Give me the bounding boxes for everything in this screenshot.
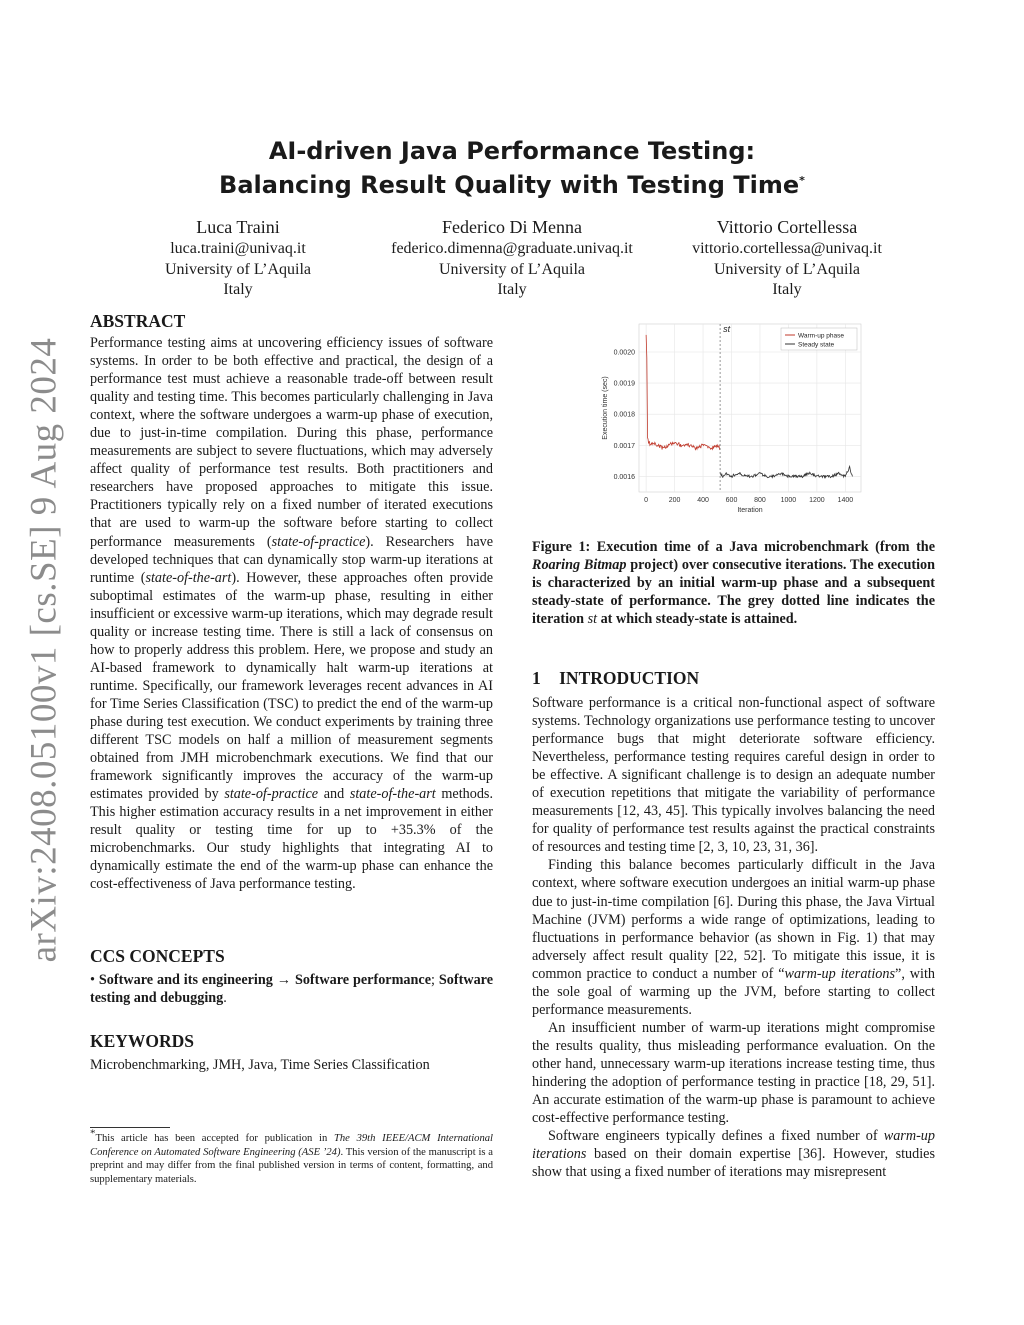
arxiv-sidebar-stamp: arXiv:2408.05100v1 [cs.SE] 9 Aug 2024 xyxy=(23,337,65,963)
legend-label: Warm-up phase xyxy=(798,332,844,340)
intro-text: based on their domain expertise [36]. However, studies show that using a fixed number of iterations may misrepresent xyxy=(532,1146,935,1181)
intro-text: Software engineers typically defines a fixed number of xyxy=(548,1128,884,1145)
caption-text-1: Figure 1: Execution time of a Java microbenchmark (from the xyxy=(532,539,935,555)
keywords-text: Microbenchmarking, JMH, Java, Time Series Classification xyxy=(90,1057,430,1073)
ccs-term: Software testing and debugging xyxy=(90,972,494,1007)
y-tick-label: 0.0018 xyxy=(613,411,635,419)
author-email: vittorio.cortellessa@univaq.it xyxy=(692,240,882,257)
ccs-arrow: → xyxy=(272,972,295,988)
ccs-bullet: • xyxy=(90,972,95,988)
author-email: luca.traini@univaq.it xyxy=(170,240,306,257)
footnote xyxy=(90,1127,494,1186)
abstract-text-1: Performance testing aims at uncovering efficiency issues of software systems. In order to be both effective and practical, the design of a performance test must achieve a reasonable trade-off between result quality and testing time. This becomes particularly challenging in Java context, where the software undergoes a warm-up phase of execution, due to just-in-time compilation. During this phase, performance measurements are subject to severe fluctuations, which may adversely affect quality of performance test results. Both practitioners and researchers have proposed approaches to mitigate this issue. Practitioners typically rely on a fixed number of iterated executions that are used to warm-up the software before starting to collect performance measurements ( xyxy=(90,335,493,550)
author-country: Italy xyxy=(497,281,527,298)
ccs-body xyxy=(90,971,493,1007)
x-tick-label: 1200 xyxy=(809,497,825,504)
author-name: Vittorio Cortellessa xyxy=(716,217,858,237)
abstract-text-5: methods. This higher estimation accuracy results in a net improvement in either result quality or testing time for up to +35.3% of the microbenchmarks. Our study highlights that integrating AI to dynamically estimate the end of the warm-up phase can enhance the cost-effectiveness of Java performance testing. xyxy=(90,786,493,893)
intro-heading-text: INTRODUCTION xyxy=(559,668,700,688)
intro-text: Finding this balance becomes particularly difficult in the Java context, where software execution undergoes an initial warm-up phase due to just-in-time compilation [6]. During this phase, the Java Virtual Machine (JVM) performs a wide range of optimizations, leading to fluctuations in performance behavior (as shown in Fig. 1) that may adversely affect result quality [22, 52]. To mitigate this issue, it is common practice to conduct a number of “ xyxy=(532,857,935,982)
y-tick-label: 0.0017 xyxy=(613,442,635,450)
x-axis-label: Iteration xyxy=(737,507,763,514)
footnote-text-2: . This version of the manuscript is a preprint and may differ from the final published version in terms of content, formatting, and supplementary materials. xyxy=(90,1146,494,1185)
y-axis-label: Execution time (sec) xyxy=(602,376,609,440)
chart-legend xyxy=(781,328,857,350)
author-affiliation: University of L’Aquila xyxy=(713,260,861,278)
author-affiliation: University of L’Aquila xyxy=(164,260,312,278)
legend-label: Steady state xyxy=(798,341,835,349)
author-name: Federico Di Menna xyxy=(442,217,582,237)
abstract-emphasis-1: state-of-practice xyxy=(271,533,366,550)
intro-paragraph-2 xyxy=(532,856,935,1018)
author-affiliation: University of L’Aquila xyxy=(438,260,586,278)
keywords-heading: KEYWORDS xyxy=(90,1031,195,1051)
caption-text-3: at which steady-state is attained. xyxy=(597,611,798,628)
intro-heading xyxy=(532,668,699,689)
x-tick-label: 1000 xyxy=(780,497,797,504)
abstract-body xyxy=(90,334,493,893)
abstract-heading: ABSTRACT xyxy=(90,311,186,331)
intro-body xyxy=(532,694,935,1181)
author-block-2 xyxy=(362,215,662,301)
paper-title-line-1: AI-driven Java Performance Testing: xyxy=(268,137,756,165)
author-block-3 xyxy=(637,215,937,301)
author-name: Luca Traini xyxy=(196,217,280,237)
ccs-term: Software performance xyxy=(294,972,431,988)
author-email: federico.dimenna@graduate.univaq.it xyxy=(391,240,633,257)
x-tick-label: 600 xyxy=(725,497,738,504)
abstract-emphasis-2: state-of-the-art xyxy=(145,569,232,586)
execution-time-chart xyxy=(595,318,875,514)
ccs-separator: ; xyxy=(431,972,439,988)
ccs-heading: CCS CONCEPTS xyxy=(90,946,225,966)
ccs-end: . xyxy=(223,990,227,1007)
y-tick-label: 0.0016 xyxy=(613,473,635,481)
abstract-paragraph xyxy=(90,334,493,893)
abstract-emphasis-3: state-of-practice xyxy=(224,786,319,803)
caption-text-2: project) over consecutive iterations. The execution is characterized by an initial warm-up phase and a subsequent steady-state of performance. The grey dotted line indicates the iteration xyxy=(532,557,936,628)
x-tick-label: 1400 xyxy=(837,497,854,504)
abstract-text-3: ). However, these approaches often provide suboptimal estimates of the warm-up phase, resulting in either insufficient or excessive warm-up iterations, which may degrade result quality or increase testing time. There is still a lack of consensus on how to properly address this problem. Here, we propose and study an AI-based framework to dynamically halt warm-up iterations at runtime. Specifically, our framework leverages recent advances in AI for Time Series Classification (TSC) to predict the end of the warm-up phase during test execution. We conduct experiments by training three different TSC models on half a million of measurement segments obtained from JMH microbenchmark executions. We find that our framework significantly improves the accuracy of the warm-up estimates provided by xyxy=(90,569,493,803)
intro-heading-number: 1 xyxy=(532,668,541,688)
caption-st: st xyxy=(587,611,598,628)
paper-title-text: Balancing Result Quality with Testing Time xyxy=(219,171,800,199)
caption-emphasis: Roaring Bitmap xyxy=(532,557,627,574)
intro-text: ”, with the sole goal of warming up the JVM, before starting to collect performance measurements. xyxy=(532,965,935,1018)
abstract-text-4: and xyxy=(318,786,350,803)
title-footnote-mark: * xyxy=(799,174,805,187)
footnote-rule xyxy=(90,1127,170,1128)
intro-paragraph-1: Software performance is a critical non-functional aspect of software systems. Technology organizations use performance testing to uncover performance bugs that might deteriorate software efficiency. Nevertheless, performance testing requires careful design in order to be effective. A significant challenge is to design an adequate number of execution repetitions that mitigate the variability of performance measurements [12, 43, 45]. This typically involves balancing the need for quality of performance test results against the practical constraints of resources and testing time [2, 3, 10, 23, 31, 36]. xyxy=(532,695,935,856)
x-tick-label: 200 xyxy=(668,497,681,504)
x-tick-label: 0 xyxy=(644,497,649,504)
y-tick-label: 0.0019 xyxy=(613,380,635,388)
y-tick-label: 0.0020 xyxy=(613,349,635,357)
intro-paragraph-4 xyxy=(532,1127,935,1181)
intro-paragraph-3: An insufficient number of warm-up iterations might compromise the results quality, thus misleading performance evaluation. On the other hand, unnecessary warm-up iterations increase testing time, thus hindering the adoption of performance testing in practice [18, 29, 51]. An accurate estimation of the warm-up phase is paramount to achieve cost-effective performance testing. xyxy=(532,1019,935,1127)
figure-caption xyxy=(532,538,935,628)
author-country: Italy xyxy=(223,281,253,298)
abstract-emphasis-4: state-of-the-art xyxy=(349,786,436,803)
abstract-text-2: ). Researchers have developed techniques that can dynamically stop warm-up iterations at runtime ( xyxy=(90,533,494,586)
author-block-1 xyxy=(88,215,388,301)
footnote-venue: The 39th IEEE/ACM International Conference on Automated Software Engineering (ASE ’24) xyxy=(90,1133,494,1158)
footnote-mark: * xyxy=(90,1127,96,1140)
paper-title-line-2 xyxy=(0,168,1024,202)
footnote-text-1: This article has been accepted for publication in xyxy=(95,1133,334,1144)
intro-emphasis: warm-up iterations xyxy=(532,1128,935,1163)
ccs-term: Software and its engineering xyxy=(98,972,273,988)
intro-emphasis: warm-up iterations xyxy=(784,965,896,982)
x-tick-label: 400 xyxy=(697,497,709,504)
author-country: Italy xyxy=(772,281,802,298)
steady-state-annotation: st xyxy=(723,324,731,334)
x-tick-label: 800 xyxy=(754,497,766,504)
